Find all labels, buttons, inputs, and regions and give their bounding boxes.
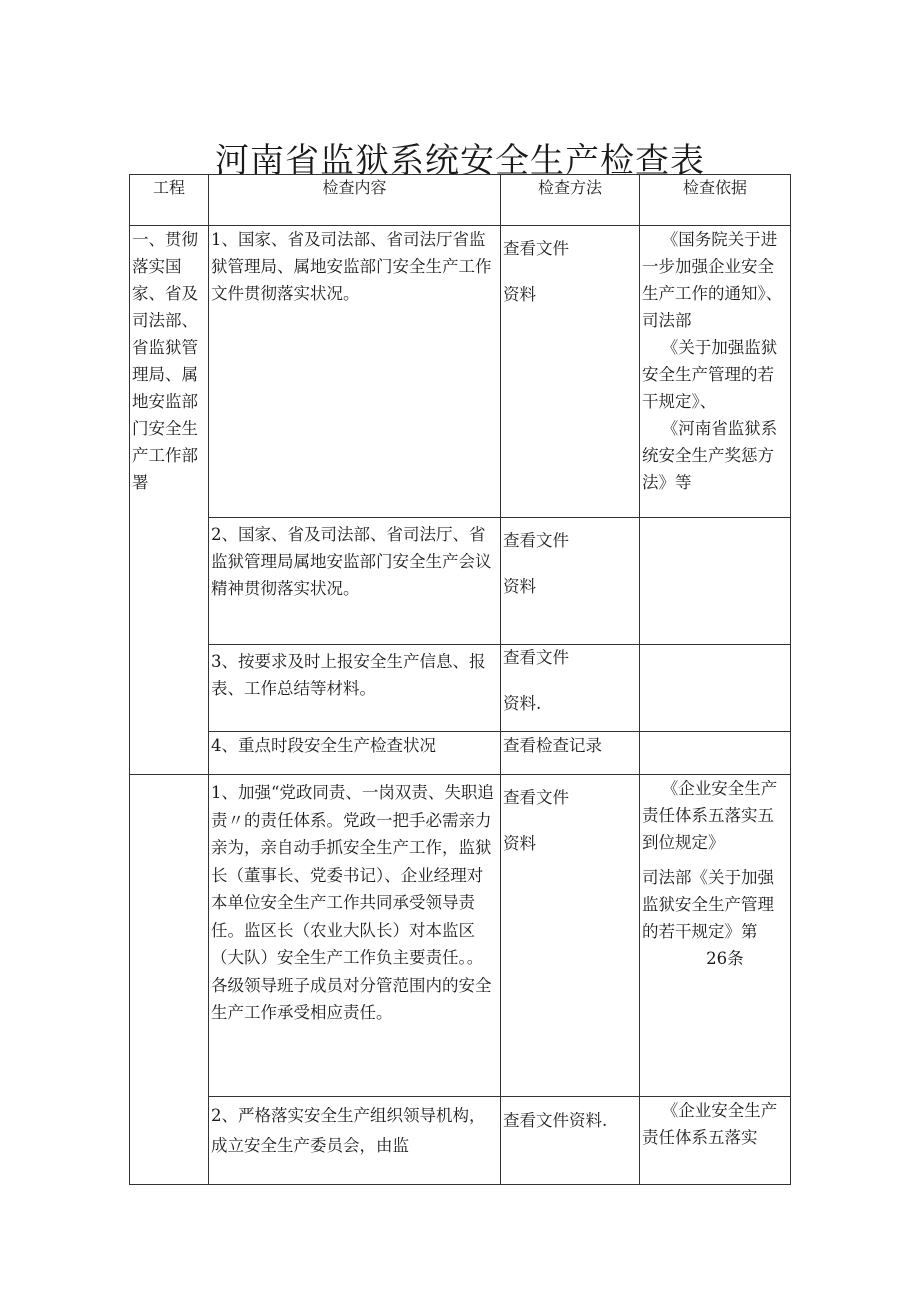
method-line: 资料 [503,577,536,596]
basis-text: 司法部《关于加强监狱安全生产管理的若干规定》第 [642,868,774,941]
table-header-row [130,175,791,226]
table-row [130,645,791,732]
method-line: 查看文件资料. [503,1111,608,1130]
table-row [130,732,791,775]
basis-text: 《河南省监狱系统安全生产奖惩方法》等 [642,419,778,492]
row-method [501,775,640,1097]
method-line: 资料 [503,834,536,853]
content-text: 4、重点时段安全生产检查状况 [211,736,436,755]
section2-item [130,775,209,1185]
method-line: 查看文件 [503,788,569,807]
table-row [130,1097,791,1185]
row-basis [640,518,791,645]
table-row [130,518,791,645]
row-method [501,645,640,732]
row-basis [640,775,791,1097]
row-content [209,645,501,732]
row-method [501,1097,640,1185]
content-text: 3、按要求及时上报安全生产信息、报表、工作总结等材料。 [211,652,486,698]
row-method [501,732,640,775]
row-method [501,226,640,518]
inspection-table [129,174,791,1185]
table-row [130,226,791,518]
method-line: 资料. [503,694,542,713]
method-line: 查看文件 [503,648,569,667]
method-line: 查看文件 [503,531,569,550]
header-basis: 检查依据 [640,175,791,226]
method-line: 查看检查记录 [503,736,602,755]
row-content [209,226,501,518]
table-row [130,775,791,1097]
row-content [209,775,501,1097]
row-basis [640,226,791,518]
content-text: 1、国家、省及司法部、省司法厅省监狱管理局、属地安监部门安全生产工作文件贯彻落实状况。 [211,230,492,303]
row-content [209,518,501,645]
method-line: 查看文件 [503,239,569,258]
header-content: 检查内容 [209,175,501,226]
basis-text: 《国务院关于进一步加强企业安全生产工作的通知》、司法部 [642,230,783,330]
section1-item: 一、贯彻落实国家、省及司法部、省监狱管理局、属地安监部门安全生产工作部署 [130,226,209,775]
row-content [209,1097,501,1185]
row-basis [640,732,791,775]
content-text: 2、国家、省及司法部、省司法厅、省监狱管理局属地安监部门安全生产会议精神贯彻落实状况。 [211,525,492,598]
page-title: 河南省监狱系统安全生产检查表 [215,140,705,181]
row-basis [640,1097,791,1185]
method-line: 资料 [503,285,536,304]
header-method: 检查方法 [501,175,640,226]
content-text: 1、加强“党政同责、一岗双责、失职追责〃的责任体系。党政一把手必需亲力亲为，亲自动手抓安全生产工作，监狱长（董事长、党委书记）、企业经理对本单位安全生产工作共同承受领导责任。监区长（农业大队长）对本监区（大队）安全生产工作负主要责任。。各级领导班子成员对分管范围内的安全生产工作承受相应责任。 [211,783,494,1022]
row-method [501,518,640,645]
header-item: 工程 [130,175,209,226]
basis-text: 《企业安全生产责任体系五落实五到位规定》 [642,779,778,852]
content-text: 2、严格落实安全生产组织领导机构，成立安全生产委员会，由监 [211,1106,486,1155]
row-content [209,732,501,775]
row-basis [640,645,791,732]
basis-text: 《关于加强监狱安全生产管理的若干规定》、 [642,338,778,411]
basis-text: 26条 [706,949,744,968]
basis-text: 《企业安全生产责任体系五落实 [642,1101,778,1147]
